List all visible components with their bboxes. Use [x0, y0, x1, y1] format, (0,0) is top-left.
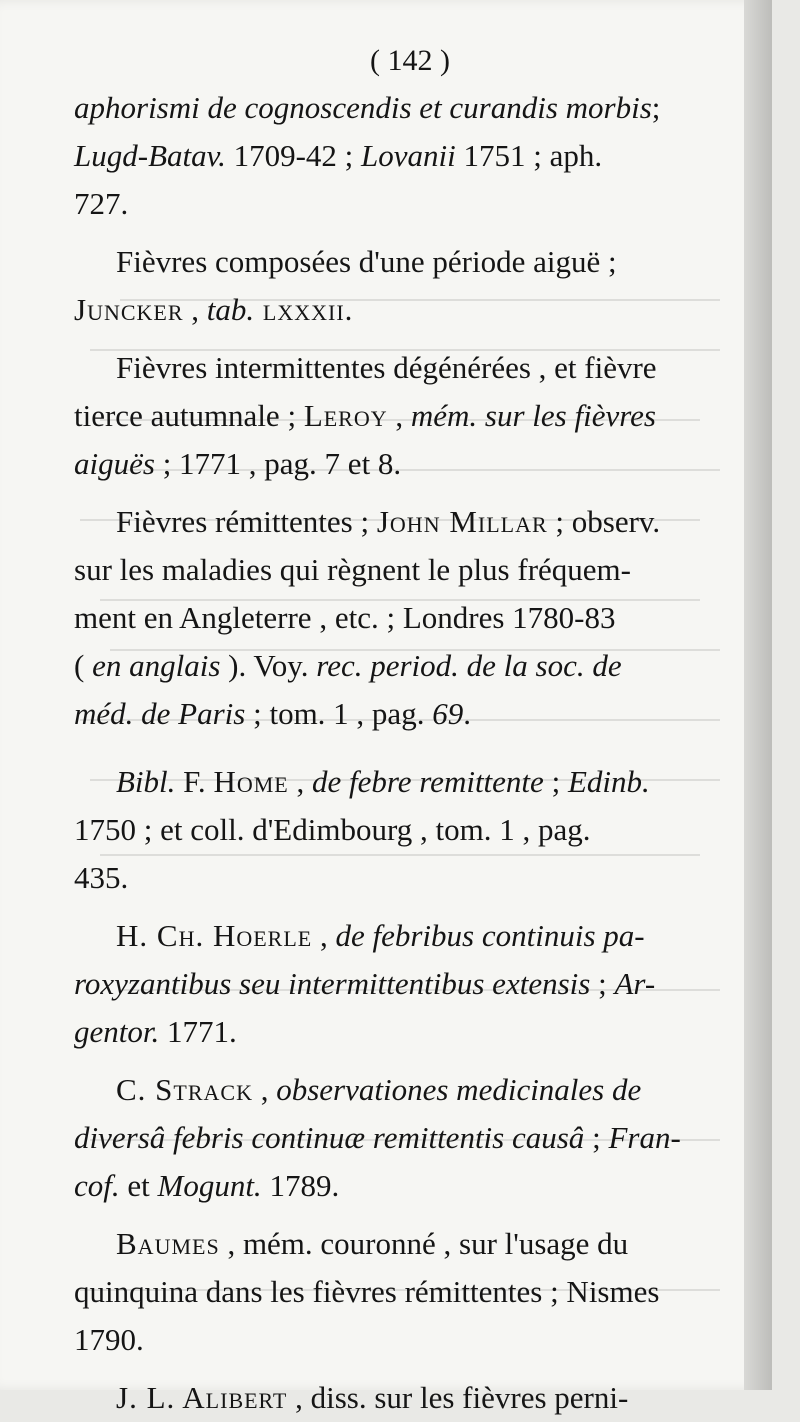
- paragraph-gap: [74, 738, 746, 748]
- text-segment: Lovanii: [361, 138, 456, 173]
- text-segment: C. Strack: [116, 1072, 253, 1107]
- paragraph-gap: [74, 1056, 746, 1066]
- text-segment: ; 1771 , pag. 7 et 8.: [154, 446, 402, 481]
- text-line: [74, 690, 746, 738]
- text-segment: ,: [288, 764, 312, 799]
- text-segment: aiguës: [74, 446, 155, 481]
- paragraph-gap: [74, 228, 746, 238]
- text-line: [74, 806, 746, 854]
- text-segment: observationes medicinales de: [276, 1072, 642, 1107]
- text-line: [74, 1268, 746, 1316]
- text-segment: Fièvres composées d'une période aiguë ;: [116, 244, 617, 279]
- text-segment: et: [119, 1168, 158, 1203]
- paragraph-gap: [74, 748, 746, 758]
- text-segment: Juncker: [74, 292, 184, 327]
- text-segment: 69: [432, 696, 464, 731]
- text-segment: , mém. couronné , sur l'usage du: [219, 1226, 629, 1261]
- page-number: ( 142 ): [370, 44, 450, 77]
- text-segment: 1771.: [159, 1014, 237, 1049]
- text-segment: lxxxii.: [254, 292, 354, 327]
- text-line: [74, 286, 746, 334]
- text-line: [74, 758, 746, 806]
- text-segment: ;: [584, 1120, 609, 1155]
- text-segment: Lugd-Batav.: [74, 138, 226, 173]
- text-line: [74, 642, 746, 690]
- text-segment: tierce autumnale ;: [74, 398, 304, 433]
- paragraph-gap: [74, 902, 746, 912]
- text-segment: ,: [252, 1072, 277, 1107]
- text-segment: ; observ.: [547, 504, 661, 539]
- text-segment: H. Ch. Hoerle: [116, 918, 313, 953]
- text-segment: 435.: [74, 860, 129, 895]
- text-segment: J. L. Alibert: [116, 1380, 288, 1415]
- text-segment: Leroy: [303, 398, 388, 433]
- page-content: [74, 44, 746, 1422]
- text-segment: 1750 ; et coll. d'Edimbourg , tom. 1 , pag.: [74, 812, 591, 847]
- text-line: [74, 344, 746, 392]
- text-segment: tab.: [206, 292, 255, 327]
- text-segment: 1709-42 ;: [225, 138, 362, 173]
- paragraph-gap: [74, 488, 746, 498]
- paragraph-gap: [74, 334, 746, 344]
- text-segment: rec. period. de la soc. de: [316, 648, 622, 683]
- text-segment: , diss. sur les fièvres perni-: [287, 1380, 629, 1415]
- text-segment: John Millar: [376, 504, 548, 539]
- text-line: [74, 392, 746, 440]
- text-line: [74, 1162, 746, 1210]
- text-segment: quinquina dans les fièvres rémittentes ; Nismes: [74, 1274, 660, 1309]
- text-line: [74, 1220, 746, 1268]
- text-segment: (: [74, 648, 93, 683]
- text-segment: ;: [543, 764, 568, 799]
- body-text: [74, 84, 746, 1422]
- text-line: [74, 1008, 746, 1056]
- text-segment: de febribus continuis pa-: [335, 918, 645, 953]
- text-segment: ,: [312, 918, 336, 953]
- text-segment: Ar-: [614, 966, 656, 1001]
- text-segment: Fièvres rémittentes ;: [116, 504, 377, 539]
- text-line: [74, 854, 746, 902]
- text-segment: F.: [175, 764, 214, 799]
- text-line: [74, 546, 746, 594]
- text-line: [74, 912, 746, 960]
- text-segment: en anglais: [92, 648, 221, 683]
- text-segment: méd. de Paris: [74, 696, 246, 731]
- text-segment: ). Voy.: [220, 648, 317, 683]
- text-segment: ,: [387, 398, 411, 433]
- text-segment: Home: [213, 764, 289, 799]
- text-line: [74, 1316, 746, 1364]
- page-edge: [744, 0, 772, 1390]
- text-segment: 1751 ; aph.: [455, 138, 603, 173]
- text-line: [74, 238, 746, 286]
- text-line: [74, 180, 746, 228]
- text-segment: ; tom. 1 , pag.: [245, 696, 433, 731]
- text-segment: gentor.: [74, 1014, 160, 1049]
- text-segment: Mogunt.: [157, 1168, 262, 1203]
- text-segment: 1790.: [74, 1322, 144, 1357]
- text-segment: ment en Angleterre , etc. ; Londres 1780-83: [74, 600, 616, 635]
- text-segment: ;: [590, 966, 615, 1001]
- text-segment: Baumes: [116, 1226, 220, 1261]
- text-segment: ;: [651, 90, 661, 125]
- text-line: [74, 1114, 746, 1162]
- text-line: [74, 960, 746, 1008]
- text-segment: cof.: [74, 1168, 120, 1203]
- text-line: [74, 1374, 746, 1422]
- text-line: [74, 440, 746, 488]
- text-segment: aphorismi de cognoscendis et curandis morbis: [74, 90, 652, 125]
- text-segment: mém. sur les fièvres: [410, 398, 656, 433]
- text-line: [74, 84, 746, 132]
- text-line: [74, 594, 746, 642]
- text-segment: roxyzantibus seu intermittentibus extensis: [74, 966, 591, 1001]
- text-segment: Edinb.: [567, 764, 650, 799]
- text-line: [74, 132, 746, 180]
- text-segment: diversâ febris continuæ remittentis causâ: [74, 1120, 585, 1155]
- text-segment: ,: [183, 292, 207, 327]
- text-segment: 1789.: [261, 1168, 340, 1203]
- text-segment: 727.: [74, 186, 129, 221]
- text-line: [74, 498, 746, 546]
- text-segment: de febre remittente: [311, 764, 544, 799]
- text-line: [74, 1066, 746, 1114]
- paragraph-gap: [74, 1364, 746, 1374]
- text-segment: .: [463, 696, 471, 731]
- text-segment: Bibl.: [116, 764, 176, 799]
- text-segment: Fran-: [608, 1120, 681, 1155]
- text-segment: Fièvres intermittentes dégénérées , et fièvre: [116, 350, 657, 385]
- paragraph-gap: [74, 1210, 746, 1220]
- text-segment: sur les maladies qui règnent le plus fréquem-: [74, 552, 631, 587]
